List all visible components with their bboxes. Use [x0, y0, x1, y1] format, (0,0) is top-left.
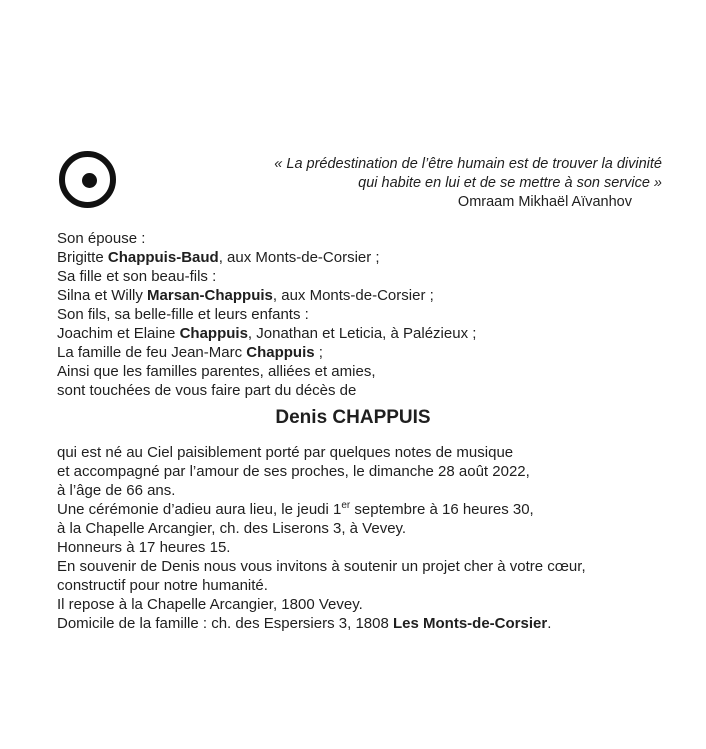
bold-name: Chappuis — [179, 325, 248, 342]
text: qui est né au Ciel paisiblement porté par quelques notes de musique — [57, 444, 514, 461]
circled-dot-logo-icon — [59, 151, 116, 208]
body-line-7 — [57, 576, 586, 595]
text: ; — [314, 344, 323, 361]
text: En souvenir de Denis nous vous invitons à soutenir un projet cher à votre cœur, — [57, 558, 586, 575]
body-line-9 — [57, 614, 586, 633]
text: septembre à 16 heures 30, — [350, 501, 534, 518]
text: Son épouse : — [57, 230, 146, 247]
text: Son fils, sa belle-fille et leurs enfants : — [57, 306, 309, 323]
family-line-6 — [57, 343, 476, 362]
text: Joachim et Elaine — [57, 325, 180, 342]
text: et accompagné par l’amour de ses proches, le dimanche 28 août 2022, — [57, 463, 530, 480]
family-line-8 — [57, 381, 476, 400]
text: Une cérémonie d’adieu aura lieu, le jeudi 1 — [57, 501, 342, 518]
text: , Jonathan et Leticia, à Palézieux ; — [247, 325, 477, 342]
body-line-2 — [57, 481, 586, 500]
text: Silna et Willy — [57, 287, 148, 304]
bold-name: Marsan-Chappuis — [147, 287, 273, 304]
funeral-details-block — [57, 443, 586, 633]
body-line-3 — [57, 500, 586, 519]
bold-name: Chappuis-Baud — [107, 249, 219, 266]
family-line-3 — [57, 286, 476, 305]
text: Honneurs à 17 heures 15. — [57, 539, 231, 556]
text: à l’âge de 66 ans. — [57, 482, 176, 499]
text: constructif pour notre humanité. — [57, 577, 268, 594]
text: Domicile de la famille : ch. des Espersiers 3, 1808 — [57, 615, 393, 632]
text: Brigitte — [57, 249, 108, 266]
epigraph-quote — [274, 155, 662, 212]
bold-name: Chappuis — [246, 344, 315, 361]
text: Il repose à la Chapelle Arcangier, 1800 Vevey. — [57, 596, 363, 613]
text: à la Chapelle Arcangier, ch. des Liserons 3, à Vevey. — [57, 520, 407, 537]
quote-line: qui habite en lui et de se mettre à son service » — [358, 175, 662, 191]
body-line-5 — [57, 538, 586, 557]
body-line-8 — [57, 595, 586, 614]
text: , aux Monts-de-Corsier ; — [272, 287, 434, 304]
superscript-er: er — [341, 500, 351, 511]
family-announcement-block — [57, 229, 476, 400]
bold-address: Les Monts-de-Corsier — [392, 615, 548, 632]
text: La famille de feu Jean-Marc — [57, 344, 247, 361]
body-line-1 — [57, 462, 586, 481]
quote-attribution: Omraam Mikhaël Aïvanhov — [457, 194, 632, 210]
text: Sa fille et son beau-fils : — [57, 268, 217, 285]
family-line-5 — [57, 324, 476, 343]
quote-line: « La prédestination de l’être humain est de trouver la divinité — [274, 156, 662, 172]
family-line-0 — [57, 229, 476, 248]
text: . — [547, 615, 552, 632]
family-line-1 — [57, 248, 476, 267]
family-line-7 — [57, 362, 476, 381]
text: sont touchées de vous faire part du décès de — [57, 382, 357, 399]
body-line-6 — [57, 557, 586, 576]
body-line-0 — [57, 443, 586, 462]
deceased-name: Denis CHAPPUIS — [275, 407, 431, 428]
body-line-4 — [57, 519, 586, 538]
family-line-2 — [57, 267, 476, 286]
family-line-4 — [57, 305, 476, 324]
logo-center-dot — [82, 173, 97, 188]
text: , aux Monts-de-Corsier ; — [218, 249, 380, 266]
text: Ainsi que les familles parentes, alliées et amies, — [57, 363, 376, 380]
